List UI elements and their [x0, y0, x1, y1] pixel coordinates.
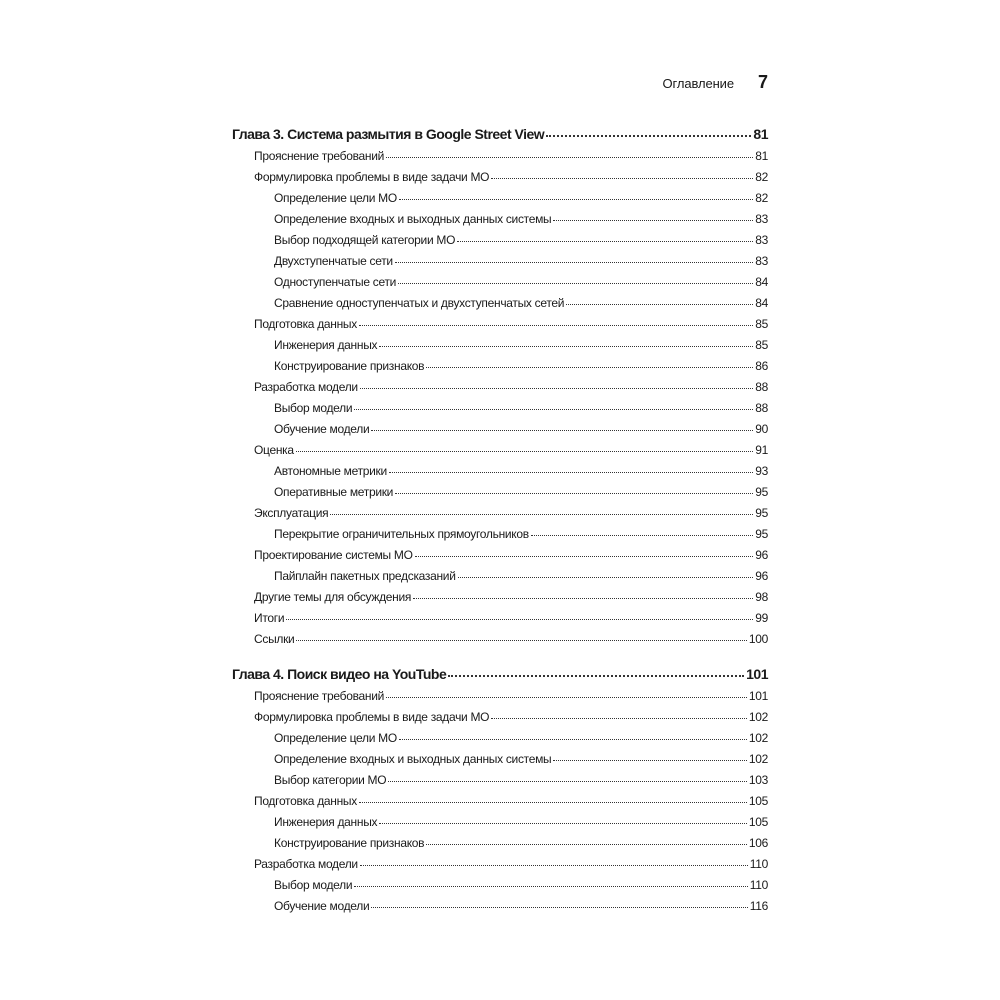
toc-chapter-4[interactable]	[232, 666, 768, 688]
entry-page: 93	[755, 464, 768, 478]
dot-leader	[398, 282, 753, 284]
entry-label: Прояснение требований	[254, 149, 385, 163]
entry-page: 102	[748, 752, 768, 766]
toc-subentry[interactable]	[232, 836, 768, 857]
entry-page: 103	[748, 773, 768, 787]
dot-leader	[379, 822, 747, 824]
dot-leader	[458, 576, 754, 578]
dot-leader	[389, 471, 753, 473]
entry-page: 84	[755, 296, 768, 310]
entry-label: Выбор подходящей категории МО	[274, 233, 456, 247]
toc-entry[interactable]	[232, 590, 768, 611]
entry-label: Определение входных и выходных данных системы	[274, 212, 552, 226]
toc-subentry[interactable]	[232, 233, 768, 254]
toc-subentry[interactable]	[232, 752, 768, 773]
entry-label: Определение цели МО	[274, 731, 397, 745]
entry-label: Пайплайн пакетных предсказаний	[274, 569, 456, 583]
dot-leader	[354, 408, 753, 410]
toc-entry[interactable]	[232, 794, 768, 815]
toc-entry[interactable]	[232, 149, 768, 170]
entry-label: Подготовка данных	[254, 794, 357, 808]
entry-label: Проектирование системы МО	[254, 548, 413, 562]
dot-leader	[491, 717, 747, 719]
entry-page: 106	[748, 836, 768, 850]
chapter-page: 101	[746, 666, 768, 682]
dot-leader	[359, 801, 747, 803]
entry-page: 82	[755, 191, 768, 205]
entry-page: 100	[748, 632, 768, 646]
toc-subentry[interactable]	[232, 422, 768, 443]
toc-subentry[interactable]	[232, 338, 768, 359]
dot-leader	[359, 324, 753, 326]
entry-page: 91	[755, 443, 768, 457]
entry-label: Инженерия данных	[274, 815, 378, 829]
dot-leader	[566, 303, 753, 305]
entry-page: 83	[755, 233, 768, 247]
entry-label: Формулировка проблемы в виде задачи МО	[254, 170, 490, 184]
toc-subentry[interactable]	[232, 401, 768, 422]
entry-page: 90	[755, 422, 768, 436]
running-header-title: Оглавление	[662, 76, 734, 91]
entry-label: Другие темы для обсуждения	[254, 590, 412, 604]
entry-page: 83	[755, 254, 768, 268]
toc-entry[interactable]	[232, 710, 768, 731]
entry-page: 102	[748, 731, 768, 745]
toc-subentry[interactable]	[232, 191, 768, 212]
entry-page: 85	[755, 317, 768, 331]
dot-leader	[399, 738, 747, 740]
entry-page: 95	[755, 485, 768, 499]
toc-entry[interactable]	[232, 380, 768, 401]
entry-page: 86	[755, 359, 768, 373]
dot-leader	[354, 885, 748, 887]
entry-label: Итоги	[254, 611, 285, 625]
dot-leader	[360, 864, 748, 866]
entry-label: Подготовка данных	[254, 317, 357, 331]
entry-page: 96	[755, 548, 768, 562]
entry-label: Одноступенчатые сети	[274, 275, 397, 289]
entry-page: 96	[755, 569, 768, 583]
toc-subentry[interactable]	[232, 254, 768, 275]
entry-page: 88	[755, 401, 768, 415]
toc-entry[interactable]	[232, 611, 768, 632]
entry-page: 82	[755, 170, 768, 184]
dot-leader	[371, 429, 753, 431]
entry-page: 85	[755, 338, 768, 352]
toc-subentry[interactable]	[232, 773, 768, 794]
entry-label: Обучение модели	[274, 422, 370, 436]
toc-subentry[interactable]	[232, 878, 768, 899]
entry-page: 98	[755, 590, 768, 604]
entry-page: 83	[755, 212, 768, 226]
chapter-title: Глава 3. Система размытия в Google Street View	[232, 126, 545, 142]
dot-leader	[296, 450, 753, 452]
dot-leader	[415, 555, 754, 557]
entry-label: Конструирование признаков	[274, 836, 425, 850]
dot-leader	[371, 906, 747, 908]
entry-label: Формулировка проблемы в виде задачи МО	[254, 710, 490, 724]
toc-entry[interactable]	[232, 317, 768, 338]
dot-leader	[553, 759, 747, 761]
entry-label: Автономные метрики	[274, 464, 387, 478]
dot-leader	[386, 696, 747, 698]
dot-leader	[546, 134, 751, 137]
entry-label: Перекрытие ограничительных прямоугольников	[274, 527, 529, 541]
toc-entry[interactable]	[232, 857, 768, 878]
entry-page: 99	[755, 611, 768, 625]
running-header	[232, 72, 768, 96]
entry-page: 102	[748, 710, 768, 724]
dot-leader	[395, 492, 753, 494]
dot-leader	[426, 366, 753, 368]
entry-label: Обучение модели	[274, 899, 370, 913]
entry-label: Оценка	[254, 443, 294, 457]
entry-label: Определение входных и выходных данных системы	[274, 752, 552, 766]
entry-page: 105	[748, 815, 768, 829]
toc-subentry[interactable]	[232, 485, 768, 506]
toc-entry[interactable]	[232, 548, 768, 569]
toc-subentry[interactable]	[232, 359, 768, 380]
entry-page: 116	[749, 899, 768, 913]
entry-page: 105	[748, 794, 768, 808]
entry-page: 95	[755, 506, 768, 520]
dot-leader	[286, 618, 753, 620]
entry-label: Конструирование признаков	[274, 359, 425, 373]
toc-subentry[interactable]	[232, 569, 768, 590]
entry-label: Двухступенчатые сети	[274, 254, 393, 268]
entry-page: 88	[755, 380, 768, 394]
entry-page: 81	[755, 149, 768, 163]
toc-subentry[interactable]	[232, 731, 768, 752]
entry-label: Разработка модели	[254, 857, 358, 871]
dot-leader	[379, 345, 753, 347]
entry-label: Сравнение одноступенчатых и двухступенчатых сетей	[274, 296, 565, 310]
entry-label: Определение цели МО	[274, 191, 397, 205]
entry-label: Инженерия данных	[274, 338, 378, 352]
toc-entry[interactable]	[232, 170, 768, 191]
toc-chapter-3[interactable]	[232, 126, 768, 148]
dot-leader	[531, 534, 753, 536]
chapter-title: Глава 4. Поиск видео на YouTube	[232, 666, 447, 682]
entry-label: Эксплуатация	[254, 506, 329, 520]
dot-leader	[399, 198, 753, 200]
chapter-page: 81	[753, 126, 768, 142]
toc-subentry[interactable]	[232, 464, 768, 485]
toc-entry[interactable]	[232, 689, 768, 710]
entry-label: Оперативные метрики	[274, 485, 394, 499]
toc-subentry[interactable]	[232, 275, 768, 296]
entry-label: Выбор модели	[274, 401, 353, 415]
toc-subentry[interactable]	[232, 815, 768, 836]
dot-leader	[360, 387, 753, 389]
dot-leader	[457, 240, 753, 242]
dot-leader	[330, 513, 753, 515]
entry-label: Прояснение требований	[254, 689, 385, 703]
dot-leader	[448, 674, 744, 677]
toc-subentry[interactable]	[232, 296, 768, 317]
entry-label: Выбор категории МО	[274, 773, 387, 787]
entry-page: 110	[749, 878, 768, 892]
dot-leader	[388, 780, 747, 782]
dot-leader	[386, 156, 753, 158]
entry-label: Выбор модели	[274, 878, 353, 892]
toc-subentry[interactable]	[232, 212, 768, 233]
dot-leader	[413, 597, 753, 599]
entry-label: Ссылки	[254, 632, 295, 646]
table-of-contents	[232, 126, 768, 920]
page-number: 7	[757, 72, 768, 92]
toc-subentry[interactable]	[232, 899, 768, 920]
entry-page: 110	[749, 857, 768, 871]
toc-subentry[interactable]	[232, 527, 768, 548]
toc-entry[interactable]	[232, 443, 768, 464]
dot-leader	[395, 261, 753, 263]
dot-leader	[491, 177, 753, 179]
toc-entry[interactable]	[232, 632, 768, 653]
dot-leader	[553, 219, 753, 221]
entry-page: 84	[755, 275, 768, 289]
dot-leader	[296, 639, 746, 641]
entry-page: 101	[748, 689, 768, 703]
entry-page: 95	[755, 527, 768, 541]
entry-label: Разработка модели	[254, 380, 358, 394]
dot-leader	[426, 843, 747, 845]
toc-entry[interactable]	[232, 506, 768, 527]
